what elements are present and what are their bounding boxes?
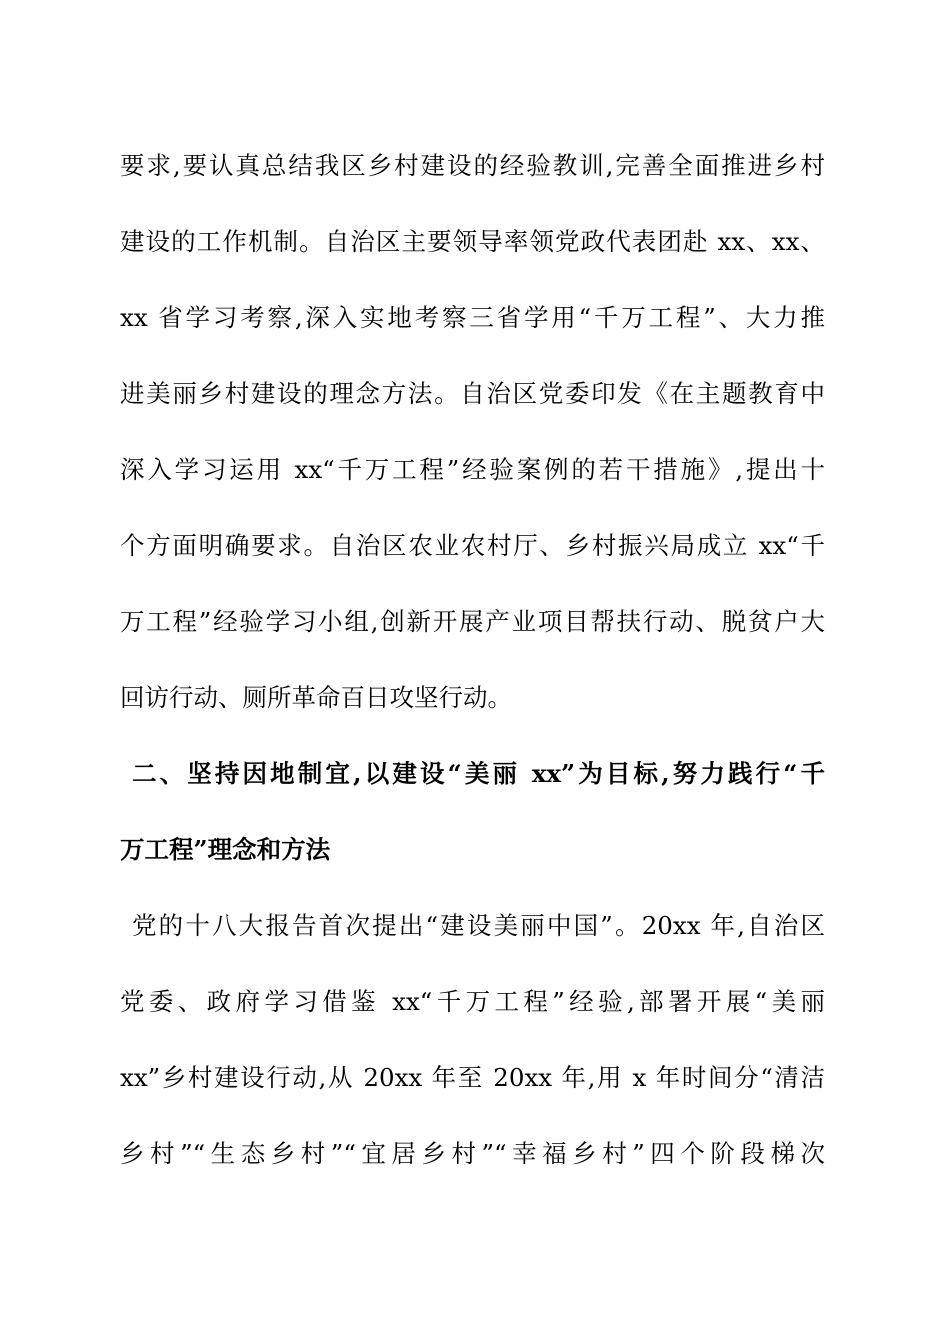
- body-line: 深入学习运用 xx“千万工程”经验案例的若干措施》,提出十: [120, 455, 825, 484]
- body-line: 要求,要认真总结我区乡村建设的经验教训,完善全面推进乡村: [120, 151, 825, 180]
- section-heading-line: 二、坚持因地制宜,以建设“美丽 xx”为目标,努力践行“千: [132, 759, 825, 788]
- body-line: 回访行动、厕所革命百日攻坚行动。: [120, 683, 512, 712]
- body-line: xx 省学习考察,深入实地考察三省学用“千万工程”、大力推: [120, 303, 825, 332]
- section-heading-line: 万工程”理念和方法: [120, 835, 331, 864]
- body-line: 建设的工作机制。自治区主要领导率领党政代表团赴 xx、xx、: [120, 227, 825, 256]
- body-line: 党的十八大报告首次提出“建设美丽中国”。20xx 年,自治区: [132, 911, 825, 940]
- body-line: 进美丽乡村建设的理念方法。自治区党委印发《在主题教育中: [120, 379, 825, 408]
- body-line: xx”乡村建设行动,从 20xx 年至 20xx 年,用 x 年时间分“清洁: [120, 1063, 825, 1092]
- body-line: 万工程”经验学习小组,创新开展产业项目帮扶行动、脱贫户大: [120, 607, 825, 636]
- body-line: 党委、政府学习借鉴 xx“千万工程”经验,部署开展“美丽: [120, 987, 825, 1016]
- body-line: 乡村”“生态乡村”“宜居乡村”“幸福乡村”四个阶段梯次: [120, 1139, 825, 1168]
- body-line: 个方面明确要求。自治区农业农村厅、乡村振兴局成立 xx“千: [120, 531, 825, 560]
